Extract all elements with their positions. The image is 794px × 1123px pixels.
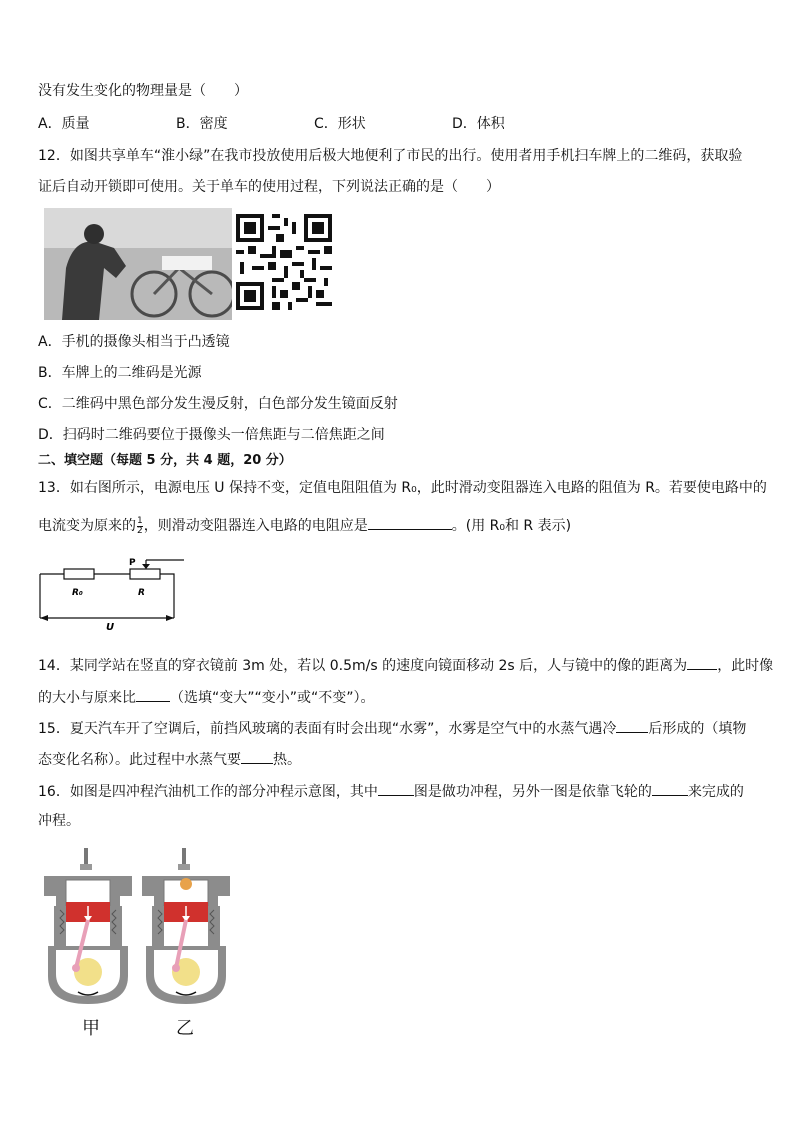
slider-p-label: P [129, 558, 136, 568]
fraction-numerator: 1 [137, 515, 143, 526]
r0-resistor [64, 569, 94, 579]
q14-text-a: 14．某同学站在竖直的穿衣镜前 3m 处，若以 0.5m/s 的速度向镜面移动 2s 后，人与镜中的像的距离为 [38, 658, 688, 674]
r-label: R [138, 588, 145, 598]
arrow-right-icon [166, 615, 174, 621]
q14-text-d: （选填“变大”“变小”或“不变”）。 [170, 690, 375, 706]
q13-stem-line1: 13．如右图所示，电源电压 U 保持不变，定值电阻阻值为 R₀，此时滑动变阻器连入电路的阻值为 R。若要使电路中的 [38, 480, 767, 496]
fraction-denominator: 2 [137, 525, 143, 536]
arrow-left-icon [40, 615, 48, 621]
slider-arrow-icon [142, 564, 150, 569]
engine-label-jia: 甲 [82, 1018, 100, 1039]
q16-blank-1[interactable] [378, 781, 414, 796]
q11-stem-tail: 没有发生变化的物理量是（ ） [38, 83, 248, 99]
q14-text-b: ，此时像 [717, 658, 774, 674]
q15-text-d: 热。 [273, 752, 301, 768]
shared-bike-photo [44, 208, 232, 320]
q12-option-a: A．手机的摄像头相当于凸透镜 [38, 334, 230, 350]
q15-text-c: 态变化名称）。此过程中水蒸气要 [38, 752, 241, 768]
q11-option-c: C．形状 [314, 116, 366, 132]
spark-icon [180, 878, 192, 890]
rheostat [130, 569, 160, 579]
q11-option-b: B．密度 [176, 116, 228, 132]
engine-diagram-jia [40, 846, 136, 1006]
one-half-fraction [137, 517, 143, 536]
qr-code-image [236, 214, 332, 310]
q14-text-c: 的大小与原来比 [38, 690, 136, 706]
r0-label: R₀ [72, 588, 83, 598]
q16-text-b: 图是做功冲程，另外一图是依靠飞轮的 [413, 784, 652, 800]
q12-option-c: C．二维码中黑色部分发生漫反射，白色部分发生镜面反射 [38, 396, 398, 412]
q14-stem-line1 [38, 655, 773, 675]
q15-text-a: 15．夏天汽车开了空调后，前挡风玻璃的表面有时会出现“水雾”，水雾是空气中的水蒸气遇冷 [38, 721, 617, 737]
q13-text-a: 电流变为原来的 [38, 518, 136, 534]
q16-text-c: 来完成的 [687, 784, 744, 800]
q15-stem-line2 [38, 749, 301, 769]
q16-stem-line2: 冲程。 [38, 813, 80, 829]
q13-stem-line2 [38, 515, 571, 536]
q12-stem-line2: 证后自动开锁即可使用。关于单车的使用过程，下列说法正确的是（ ） [38, 179, 500, 195]
q16-blank-2[interactable] [652, 781, 688, 796]
q12-stem-line1: 12．如图共享单车“淮小绿”在我市投放使用后极大地便利了市民的出行。使用者用手机扫车牌上的二维码，获取验 [38, 148, 743, 164]
q14-blank-1[interactable] [687, 655, 717, 670]
engine-diagram-yi [138, 846, 234, 1006]
q15-blank-2[interactable] [241, 749, 273, 764]
q11-option-d: D．体积 [452, 116, 505, 132]
q15-stem-line1 [38, 718, 746, 738]
engine-label-yi: 乙 [176, 1018, 194, 1039]
q16-stem-line1 [38, 781, 744, 801]
q15-text-b: 后形成的（填物 [648, 721, 747, 737]
q12-option-d: D．扫码时二维码要位于摄像头一倍焦距与二倍焦距之间 [38, 427, 385, 443]
circuit-diagram [34, 552, 184, 632]
q13-text-c: 。(用 R₀和 R 表示) [451, 518, 572, 534]
q16-text-a: 16．如图是四冲程汽油机工作的部分冲程示意图，其中 [38, 784, 378, 800]
q11-option-a: A．质量 [38, 116, 90, 132]
section-fill-blank-title: 二、填空题（每题 5 分，共 4 题，20 分） [38, 453, 292, 468]
q12-option-b: B．车牌上的二维码是光源 [38, 365, 202, 381]
q14-blank-2[interactable] [136, 687, 170, 702]
u-label: U [106, 622, 115, 632]
q15-blank-1[interactable] [616, 718, 648, 733]
q14-stem-line2 [38, 687, 375, 707]
q13-text-b: ，则滑动变阻器连入电路的电阻应是 [143, 518, 368, 534]
q13-answer-blank[interactable] [368, 515, 452, 530]
